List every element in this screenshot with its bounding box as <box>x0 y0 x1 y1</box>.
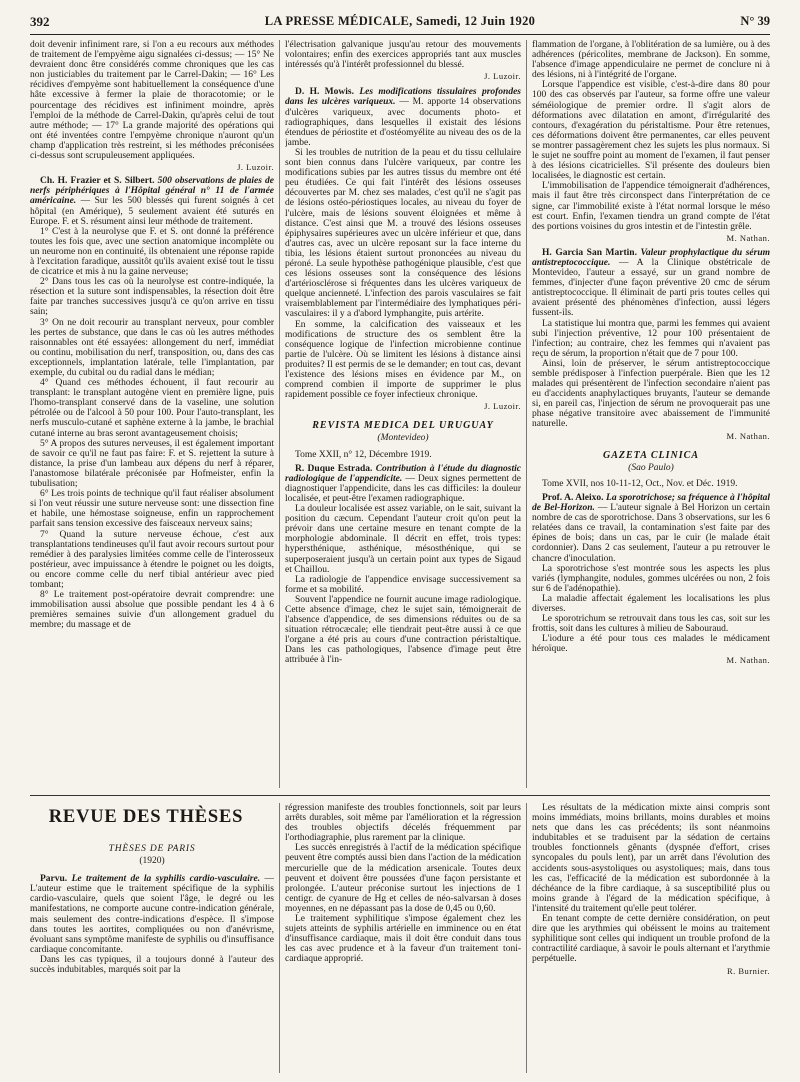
article-title: Le traitement de la syphilis cardio-vasculaire. <box>71 874 261 885</box>
column-1 <box>30 40 274 788</box>
article-heading <box>30 874 274 955</box>
paragraph: flammation de l'organe, à l'oblitération de sa lumière, ou à des adhérences (péricolites, membrane de Jackson). En somme, l'absence d'image appendiculaire ne permet de conclure ni à des lésions, ni à l'intégrité de l'organe. <box>532 40 770 81</box>
article-heading <box>532 493 770 564</box>
article-lead: — A la Clinique obstétricale de Montevideo, l'auteur a essayé, sur un grand nombre de femmes, d'injecter d'une façon préventive 20 cmc de sérum antistreptococcique. Il éliminait de parti pris toutes celles qui avaient présenté des phénomènes d'infection, aussi légers fussent-ils. <box>532 257 770 319</box>
article-title: Contribution à l'étude du diagnostic radiologique de l'appendicite. <box>285 463 521 484</box>
paragraph: La sporotrichose s'est montrée sous les aspects les plus variés (lymphangite, nodules, gommes ulcérées ou non, 2 fois sur 6 de l'adénopathie). <box>532 563 770 594</box>
column-divider <box>526 40 527 788</box>
paragraph: Ainsi, loin de préserver, le sérum antistreptococcique semble prédisposer à l'infection puerpérale. Bien que les 12 malades qui présentèrent de l'infection secondaire n'aient pas eu d'accidents anaphylactiques bruyants, l'auteur se demande si, en pareil cas, l'injection de sérum ne provoquerait pas une phase négative transitoire avec abaissement de l'immunité naturelle. <box>532 358 770 430</box>
article-author: R. Duque Estrada. <box>295 463 373 474</box>
article-lead: — L'auteur signale à Bel Horizon un certain nombre de cas de sporotrichose. Dans 3 observations, sur les 6 relatées dans ce travail, la contamination s'est faite par des épines de bois; dans un cas, par le cuir (le malade était cordonnier). Dans 2 cas seulement, l'auteur a pu retrouver le chancre d'inoculation. <box>532 503 770 564</box>
article-heading <box>30 176 274 226</box>
issue-number: N° 39 <box>740 14 770 28</box>
signature: M. Nathan. <box>726 655 770 666</box>
tome-line: Tome XXII, n° 12, Décembre 1919. <box>295 449 432 460</box>
paragraph: En tenant compte de cette dernière considération, on peut dire que les arythmies qui obéissent le moins au traitement syphilitique sont celles qui indiquent un trouble profond de la contractilité cardiaque, à savoir le pouls alternant et l'arythmie perpétuelle. <box>532 914 770 965</box>
tome-line: Tome XVII, nos 10-11-12, Oct., Nov. et Déc. 1919. <box>542 478 738 489</box>
signature: M. Nathan. <box>726 430 770 441</box>
header-rule <box>30 34 770 35</box>
paragraph: Le traitement syphilitique s'impose également chez les sujets atteints de syphilis artérielle en imminence ou en état d'insuffisance cardiaque, mais il doit être conduit dans tous les cas avec prudence et à la faveur d'un traitement toni-cardiaque approprié. <box>285 914 521 965</box>
paragraph: l'électrisation galvanique jusqu'au retour des mouvements volontaires; enfin des exercices appropriés tant aux muscles intéressés qu'à l'intérêt professionnel du blessé. <box>285 40 521 71</box>
article-lead: — Deux signes permettent de diagnostiquer l'appendicite, dans les cas difficiles: la douleur localisée, et peut-être l'examen radiographique. <box>285 473 521 504</box>
article-title: Valeur prophylactique du sérum antistreptococcique. <box>532 247 770 268</box>
paragraph: Les succès enregistrés à l'actif de la médication spécifique peuvent être comptés aussi bien dans l'action de la médication mercurielle que de la médication arsenicale. Toutes deux peuvent et doivent être poussées d'une façon persistante et prolongée. L'auteur préconise surtout les injections de 1 centigr. de cyanure de Hg et celles de néo-salvarsan à doses moyennes, en ne dépassant pas la dose de 0,45 ou 0,60. <box>285 843 521 914</box>
page-header <box>30 14 770 32</box>
paragraph: Les résultats de la médication mixte ainsi compris sont moins immédiats, moins brillants, moins durables et moins nets que dans les cas précédents; ils sont néanmoins indubitables et se traduisent par la sédation de certains troubles fonctionnels gênants (dyspnée d'effort, crises syncopales du pouls lent), par un arrêt dans l'évolution des accidents sous-asystoliques ou asystoliques; mais, dans tous les cas, l'efficacité de la médication est subordonnée à la déchéance de la fibre cardiaque, à sa susceptibilité plus ou moins grande à l'égard de la médication spécifique, à l'intensité du traitement qu'elle peut tolérer. <box>532 803 770 914</box>
list-item: 2° Dans tous les cas où la neurolyse est contre-indiquée, la résection et la suture sont indispensables, la résection doit être faite par tranches successives jusqu'à ce qu'on arrive en tissu sain; <box>30 277 274 318</box>
paragraph: La statistique lui montra que, parmi les femmes qui avaient subi l'injection préventive, 12 pour 100 présentaient de l'infection; au contraire, chez les femmes qui n'avaient pas reçu de sérum, la proportion n'était que de 7 pour 100. <box>532 318 770 359</box>
column-2 <box>285 40 521 788</box>
signature: M. Nathan. <box>726 232 770 243</box>
section-rule <box>30 795 770 796</box>
article-heading <box>285 87 521 148</box>
column-divider <box>279 803 280 1073</box>
paragraph: régression manifeste des troubles fonctionnels, soit par leurs arrêts durables, soit même par l'amélioration et la régression des troubles objectifs décelés fréquemment par l'orthodiagraphie, plus rarement par la clinique. <box>285 803 521 844</box>
journal-city: (Montevideo) <box>377 433 429 444</box>
article-heading <box>532 248 770 319</box>
signature: J. Luzoir. <box>237 162 274 173</box>
paragraph: La douleur localisée est assez variable, on le sait, suivant la position du cæcum. Cependant l'auteur croit qu'on peut la prévoir dans une certaine mesure en tenant compte de la morphologie abdominale. Il décrit en effet, trois types: hypersthénique, asthénique, mésosthénique, qui se superposeraient jusqu'à un certain point aux types de Sigaud et Chaillou. <box>285 504 521 575</box>
subsection-title: THÈSES DE PARIS <box>108 844 196 854</box>
paragraph: Le sporotrichum se retrouvait dans tous les cas, soit sur les frottis, soit dans les cultures à milieu de Sabouraud. <box>532 614 770 635</box>
list-item: 5° A propos des sutures nerveuses, il est également important de savoir ce qu'il ne faut pas faire: F. et S. rejettent la suture à distance, la prise d'un lambeau aux dépens du nerf à réparer, l'anastomose bilatérale préconisée par Hofmeister, enfin la tubulisation; <box>30 438 274 490</box>
list-item: 4° Quand ces méthodes échouent, il faut recourir au transplant: le transplant autogène vient en première ligne, puis l'homo-transplant conservé dans de la vaseline, une solution pétrolée ou de l'alcool à 50 pour 100. Pour l'auto-transplant, les nerfs musculo-cutané et saphène externe à la jambe, le brachial cutané interne au bras seront avantageusement choisis; <box>30 378 274 439</box>
section-title: REVUE DES THÈSES <box>48 807 244 827</box>
list-item: 7° Quand la suture nerveuse échoue, c'est aux transplantations tendineuses qu'il faut avoir recours surtout pour remédier à des paralysies limitées comme celle de l'interosseux postérieur, avec impuissance à étendre le poignet ou les doigts, ou encore comme celle du nerf tibial antérieur avec pied tombant; <box>30 529 274 590</box>
paragraph: En somme, la calcification des vaisseaux et les modifications de structure des os semblent être la conséquence logique de l'infection microbienne continue partie de l'ulcère. Où se limitent les lésions à distance ainsi produites? Il est permis de se le demander; en tout cas, devant l'existence des lésions mises en évidence par M., on comprend combien il importe de supprimer le plus rapidement possible ce foyer infectieux chronique. <box>285 319 521 401</box>
paragraph: Lorsque l'appendice est visible, c'est-à-dire dans 80 pour 100 des cas observés par l'auteur, sa forme offre une valeur séméiologique de premier ordre. Il s'agit alors de déformations avec dilatation en amont, d'irrégularité des contours, d'exagération du péristaltisme. Pour être retenues, ces déformations doivent être permanentes, car elles peuvent se montrer passagèrement chez les sujets les plus normaux. Si le sujet ne souffre point au moment de l'examen, il faut penser à des lésions cicatricielles. S'il présente des douleurs bien localisées, le diagnostic est certain. <box>532 80 770 182</box>
revue-column-3 <box>532 803 770 1073</box>
paragraph: Souvent l'appendice ne fournit aucune image radiologique. Cette absence d'image, chez le sujet sain, témoignerait de l'absence d'appendice, de ses dimensions réduites ou de sa situation rétrocæcale; elle tiendrait peut-être aussi à ce que l'organe a été pris au cours d'une contraction péristaltique. Dans les cas pathologiques, l'absence d'image peut être attribuée à l'in- <box>285 594 521 666</box>
journal-city: (Sao Paulo) <box>628 462 674 473</box>
signature: J. Luzoir. <box>484 71 521 82</box>
list-item: 1° C'est à la neurolyse que F. et S. ont donné la préférence toutes les fois que, avec une section anatomique incomplète ou un neurome non en continuité, ils obtenaient une réponse rapide à l'excitation faradique, aussitôt qu'ils avaient exisé tout le tissu de cicatrice et mis à nu la gaine nerveuse; <box>30 226 274 278</box>
revue-column-1 <box>30 836 274 1072</box>
article-lead: — M. apporte 14 observations d'ulcères variqueux, avec documents photo- et radiographiques, dans lesquelles il existait des lésions étendues de périostite et d'ostéomyélite au niveau des os de la jambe. <box>285 97 521 148</box>
list-item: 6° Les trois points de technique qu'il faut réaliser absolument si l'on veut réussir une suture nerveuse sont: une dissection fine et habile, une hémostase soigneuse, enfin un rapprochement parfait sans tension excessive des faisceaux nerveux sains; <box>30 489 274 530</box>
article-lead: — Sur les 500 blessés qui furent soignés à cet hôpital (en Amérique), 5 seulement avaient été suturés en Europe. F. et S. résument ainsi leur méthode de traitement. <box>30 196 274 227</box>
revue-column-2 <box>285 803 521 1073</box>
article-author: Ch. H. Frazier et S. Silbert. <box>40 176 155 187</box>
article-lead: — L'auteur estime que le traitement spécifique de la syphilis cardio-vasculaire, quels que soient l'âge, le degré ou les manifestations, ne comporte aucune contre-indication générale, mais seulement des contre-indications d'espèce. Il s'impose dans toutes les aortites, compliquées ou non d'anévrisme, évoluant sans symptôme manifeste de syphilis ou d'insuffisance cardiaque concomitante. <box>30 874 274 955</box>
article-title: 500 observations de plaies de nerfs périphériques à l'Hôpital général n° 11 de l'armée américaine. <box>30 176 274 207</box>
article-author: Parvu. <box>40 874 68 885</box>
signature: J. Luzoir. <box>484 401 521 412</box>
column-divider <box>526 803 527 1073</box>
paragraph: doit devenir infiniment rare, si l'on a eu recours aux méthodes de traitement de l'empyème aigu signalées ci-dessus; — 15° Ne devraient donc être considérés comme chroniques que les cas non justiciables du traitement par le Carrel-Dakin; — 16° Les récidives d'empyème sont habituellement la conséquence d'une hâte excessive à fermer la plaie de thoracotomie; or le pourcentage des récidives est infiniment moindre, après l'emploi de la méthode de Carrel-Dakin, qu'après celui de tout autre méthode; — 17° La grande majorité des opérations qui ont été inventées contre l'empyème chronique n'auront qu'un champ d'application très restreint, si les méthodes préconisées ci-dessus sont scrupuleusement appliquées. <box>30 40 274 162</box>
paragraph: Dans les cas typiques, il a toujours donné à l'auteur des succès indubitables, marqués soit par la <box>30 954 274 976</box>
article-title: La sporotrichose; sa fréquence à l'hôpital de Bel-Horizon. <box>532 492 770 514</box>
column-3 <box>532 40 770 788</box>
paragraph: La maladie affectait également les localisations les plus diverses. <box>532 593 770 614</box>
article-author: H. Garcia San Martin. <box>542 247 637 258</box>
signature: R. Burnier. <box>726 965 770 976</box>
journal-name: GAZETA CLINICA <box>603 449 699 461</box>
article-title: Les modifications tissulaires profondes dans les ulcères variqueux. <box>285 87 521 108</box>
paragraph: L'iodure a été pour tous ces malades le médicament héroïque. <box>532 634 770 655</box>
page-number: 392 <box>30 14 50 29</box>
column-divider <box>279 40 280 788</box>
list-item: 3° On ne doit recourir au transplant nerveux, pour combler les pertes de substance, que dans le cas où les autres méthodes raisonnables ont été essayées: allongement du nerf, immédiat ou continu, mobilisation du nerf, transposition, ou, dans des cas exceptionnels, implantation latérale, telle l'implantation, par exemple, du cubital ou du radial dans le médian; <box>30 317 274 378</box>
article-author: D. H. Mowis. <box>295 87 354 98</box>
subsection-year: (1920) <box>139 856 165 867</box>
journal-name: REVISTA MEDICA DEL URUGUAY <box>312 420 494 432</box>
paragraph: La radiologie de l'appendice envisage successivement sa forme et sa mobilité. <box>285 574 521 595</box>
paragraph: L'immobilisation de l'appendice témoignerait d'adhérences, mais il faut être très circonspect dans l'interprétation de ce signe, car l'immobilité existe à l'état normal lorsque le méso est court. Enfin, l'examen tiendra un grand compte de l'état des portions voisines du gros intestin et de l'intestin grêle. <box>532 181 770 232</box>
list-item: 8° Le traitement post-opératoire devrait comprendre: une immobilisation aussi absolue que possible pendant les 4 à 6 premières semaines suivie d'un allongement graduel du membre; du massage et de <box>30 590 274 631</box>
article-heading <box>285 464 521 504</box>
article-author: Prof. A. Aleixo. <box>542 492 604 503</box>
paragraph: Si les troubles de nutrition de la peau et du tissu cellulaire sont bien connus dans l'ulcère variqueux, par contre les modifications subies par les autres tissus du membre ont été peu étudiées. Ce qui fait l'intérêt des lésions osseuses découvertes par M. chez ses malades, c'est qu'il ne s'agit pas de lésions ostéo-périostiques locales, au niveau du foyer de l'ulcère, mais de lésions souvent éloignées et même à distance. C'est ainsi que M. a trouvé des lésions osseuses épiphysaires supérieures avec un ulcère inférieur et que, dans d'autres cas, avec un ulcère reposant sur la face interne du tibia, les lésions étaient surtout prononcées au niveau du péroné. La seule hypothèse pathogénique plausible, c'est que ces lésions osseuses sont la conséquence des lésions d'artériosclérose si fréquentes dans les ulcères variqueux de quelque ancienneté. L'infection des parois vasculaires se fait vraisemblablement par l'intermédiaire des lymphatiques péri-vasculaires: il y a d'abord lymphangite, puis artérite. <box>285 147 521 320</box>
journal-header-title: LA PRESSE MÉDICALE, Samedi, 12 Juin 1920 <box>264 14 536 28</box>
